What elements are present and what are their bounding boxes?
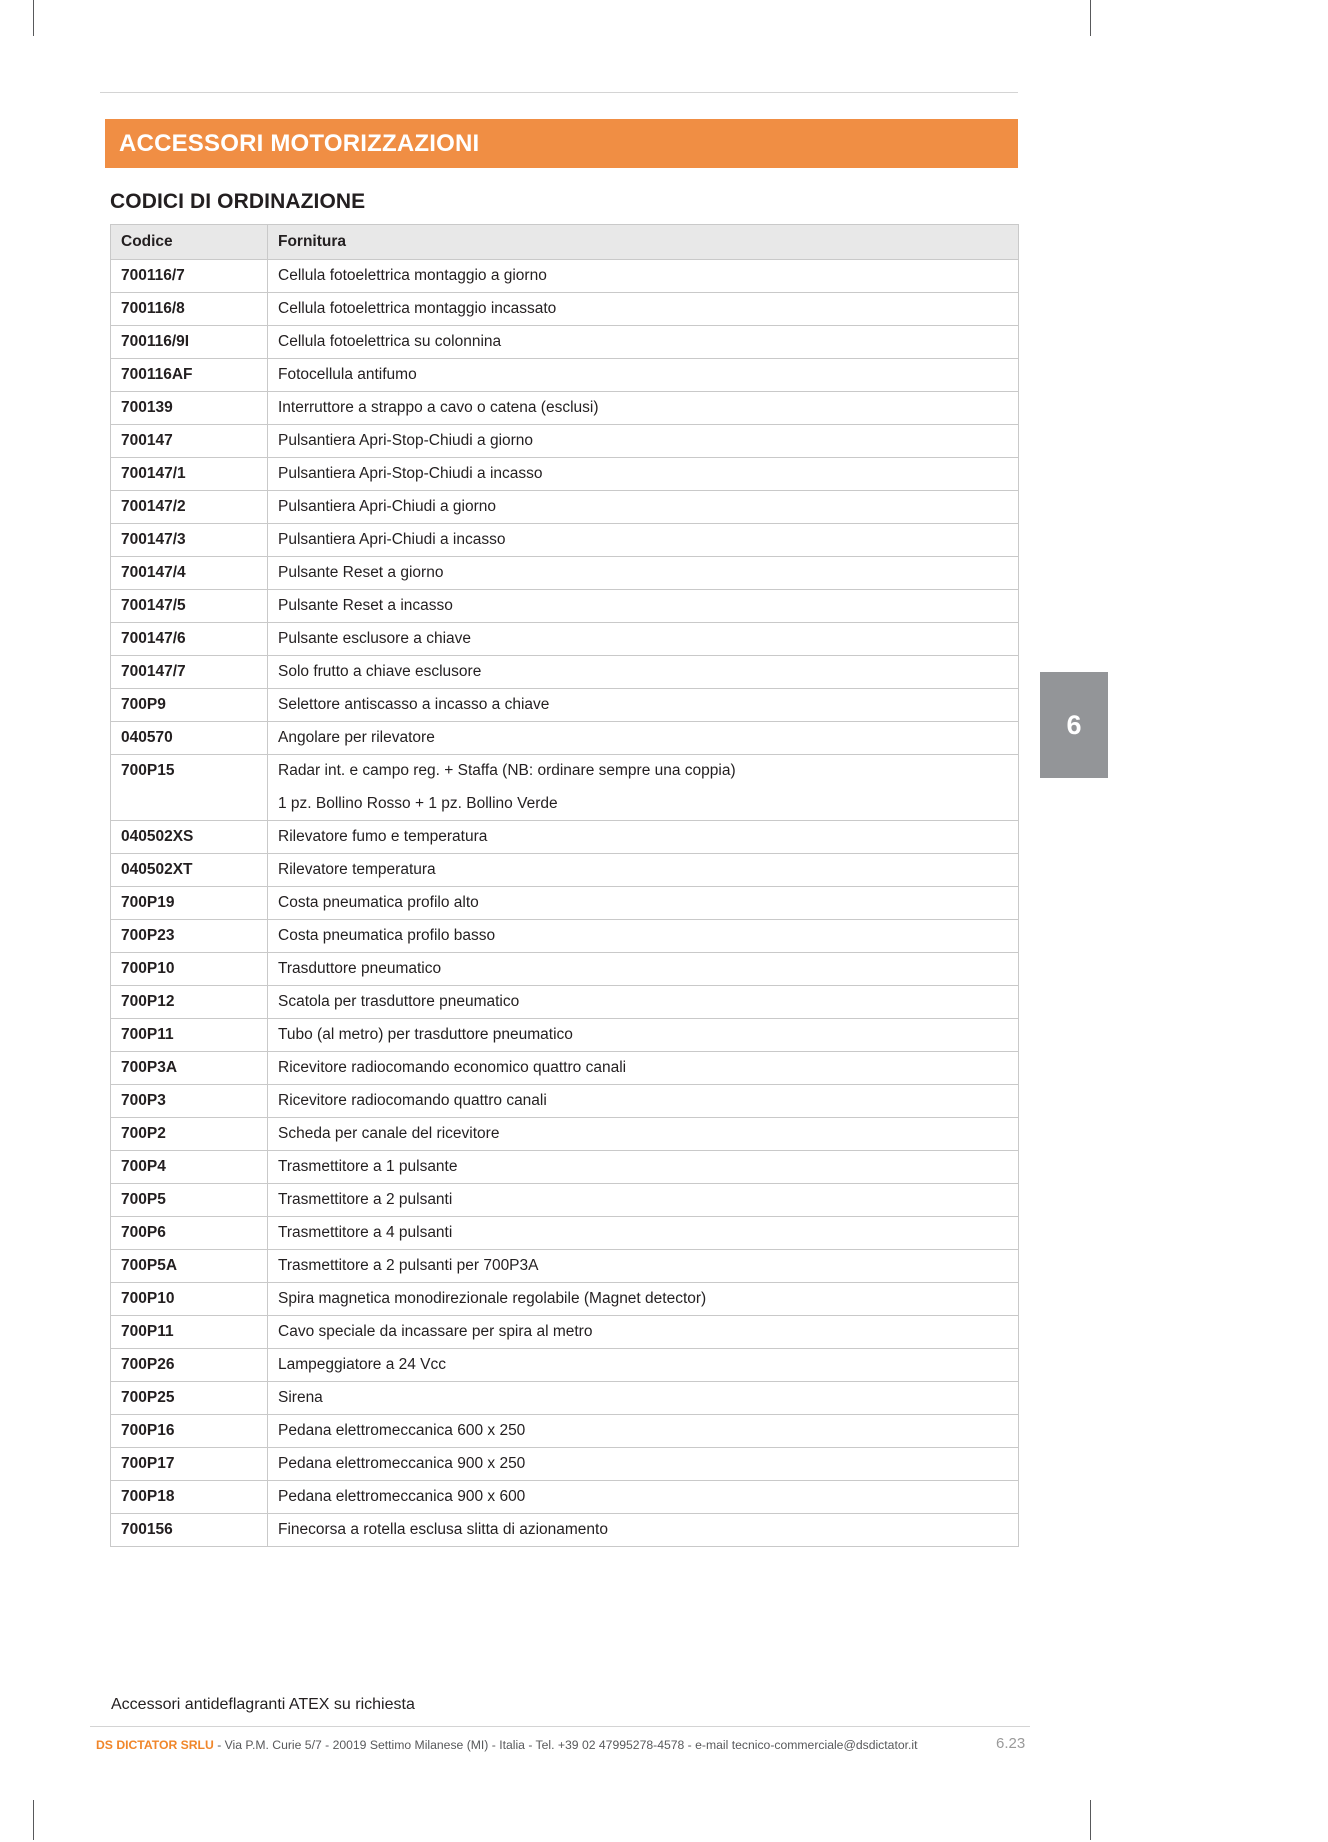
cell-supply: Solo frutto a chiave esclusore bbox=[268, 656, 1019, 689]
table-row bbox=[111, 1184, 1019, 1217]
cell-code: 700P10 bbox=[111, 953, 268, 986]
table-footnote: Accessori antideflagranti ATEX su richiesta bbox=[111, 1696, 415, 1713]
cell-code: 700P6 bbox=[111, 1217, 268, 1250]
table-row bbox=[111, 1316, 1019, 1349]
cell-code: 700P11 bbox=[111, 1316, 268, 1349]
cell-supply: Trasmettitore a 2 pulsanti bbox=[268, 1184, 1019, 1217]
table-row bbox=[111, 755, 1019, 821]
table-row bbox=[111, 1151, 1019, 1184]
cell-supply bbox=[268, 755, 1019, 821]
cell-supply: Cavo speciale da incassare per spira al metro bbox=[268, 1316, 1019, 1349]
cell-supply: Sirena bbox=[268, 1382, 1019, 1415]
cell-supply: Ricevitore radiocomando economico quattro canali bbox=[268, 1052, 1019, 1085]
cell-code: 700P15 bbox=[111, 755, 268, 821]
order-codes-table-container bbox=[110, 224, 1018, 1547]
table-row bbox=[111, 887, 1019, 920]
table-row bbox=[111, 1448, 1019, 1481]
cell-supply: Pulsante esclusore a chiave bbox=[268, 623, 1019, 656]
header-divider bbox=[100, 92, 1018, 93]
table-row bbox=[111, 656, 1019, 689]
table-row bbox=[111, 293, 1019, 326]
table-row bbox=[111, 953, 1019, 986]
cell-supply: Cellula fotoelettrica montaggio a giorno bbox=[268, 260, 1019, 293]
chapter-tab-number: 6 bbox=[1066, 709, 1082, 740]
cell-code: 700147/6 bbox=[111, 623, 268, 656]
table-row bbox=[111, 524, 1019, 557]
table-row bbox=[111, 458, 1019, 491]
cell-supply: Tubo (al metro) per trasduttore pneumatico bbox=[268, 1019, 1019, 1052]
table-row bbox=[111, 920, 1019, 953]
cell-code: 700P3A bbox=[111, 1052, 268, 1085]
cell-supply: Trasmettitore a 2 pulsanti per 700P3A bbox=[268, 1250, 1019, 1283]
cell-supply: Pulsantiera Apri-Stop-Chiudi a incasso bbox=[268, 458, 1019, 491]
cell-supply: Rilevatore fumo e temperatura bbox=[268, 821, 1019, 854]
table-row bbox=[111, 1085, 1019, 1118]
cell-supply: Fotocellula antifumo bbox=[268, 359, 1019, 392]
table-row bbox=[111, 1118, 1019, 1151]
cell-code: 700P18 bbox=[111, 1481, 268, 1514]
page-subtitle: CODICI DI ORDINAZIONE bbox=[110, 190, 366, 213]
table-row bbox=[111, 1019, 1019, 1052]
footer-page-number: 6.23 bbox=[996, 1735, 1026, 1752]
cell-code: 040502XS bbox=[111, 821, 268, 854]
section-title: ACCESSORI MOTORIZZAZIONI bbox=[119, 129, 480, 157]
order-codes-table bbox=[110, 224, 1019, 1547]
cell-supply: Trasduttore pneumatico bbox=[268, 953, 1019, 986]
cell-code: 040570 bbox=[111, 722, 268, 755]
cell-supply: Scatola per trasduttore pneumatico bbox=[268, 986, 1019, 1019]
cell-supply: Pulsantiera Apri-Stop-Chiudi a giorno bbox=[268, 425, 1019, 458]
table-row bbox=[111, 623, 1019, 656]
cell-supply: Costa pneumatica profilo basso bbox=[268, 920, 1019, 953]
column-header-supply: Fornitura bbox=[268, 225, 1019, 260]
table-row bbox=[111, 590, 1019, 623]
cell-supply: Lampeggiatore a 24 Vcc bbox=[268, 1349, 1019, 1382]
cell-code: 700P2 bbox=[111, 1118, 268, 1151]
table-row bbox=[111, 986, 1019, 1019]
cell-code: 700P17 bbox=[111, 1448, 268, 1481]
table-row bbox=[111, 425, 1019, 458]
cell-code: 700P11 bbox=[111, 1019, 268, 1052]
cell-supply: Pulsantiera Apri-Chiudi a incasso bbox=[268, 524, 1019, 557]
crop-mark-bottom-left bbox=[33, 1800, 34, 1840]
cell-code: 700P5 bbox=[111, 1184, 268, 1217]
table-row bbox=[111, 689, 1019, 722]
cell-supply: Trasmettitore a 4 pulsanti bbox=[268, 1217, 1019, 1250]
table-row bbox=[111, 1217, 1019, 1250]
cell-code: 700147 bbox=[111, 425, 268, 458]
cell-code: 700147/5 bbox=[111, 590, 268, 623]
cell-supply: Scheda per canale del ricevitore bbox=[268, 1118, 1019, 1151]
cell-code: 040502XT bbox=[111, 854, 268, 887]
cell-code: 700P9 bbox=[111, 689, 268, 722]
footer-company-name: DS DICTATOR SRLU bbox=[96, 1738, 214, 1752]
cell-code: 700147/4 bbox=[111, 557, 268, 590]
cell-code: 700P16 bbox=[111, 1415, 268, 1448]
cell-supply: Pulsante Reset a incasso bbox=[268, 590, 1019, 623]
cell-code: 700147/2 bbox=[111, 491, 268, 524]
table-row bbox=[111, 722, 1019, 755]
table-row bbox=[111, 491, 1019, 524]
cell-supply: Ricevitore radiocomando quattro canali bbox=[268, 1085, 1019, 1118]
table-header-row bbox=[111, 225, 1019, 260]
table-row bbox=[111, 1349, 1019, 1382]
cell-supply: Cellula fotoelettrica montaggio incassato bbox=[268, 293, 1019, 326]
table-row bbox=[111, 1415, 1019, 1448]
cell-code: 700P4 bbox=[111, 1151, 268, 1184]
table-row bbox=[111, 854, 1019, 887]
cell-code: 700147/1 bbox=[111, 458, 268, 491]
cell-supply: Rilevatore temperatura bbox=[268, 854, 1019, 887]
cell-code: 700147/7 bbox=[111, 656, 268, 689]
cell-code: 700156 bbox=[111, 1514, 268, 1547]
cell-code: 700P23 bbox=[111, 920, 268, 953]
crop-mark-top-right bbox=[1090, 0, 1091, 36]
table-row bbox=[111, 1382, 1019, 1415]
cell-code: 700116/9I bbox=[111, 326, 268, 359]
table-row bbox=[111, 1481, 1019, 1514]
table-row bbox=[111, 1052, 1019, 1085]
cell-supply: Trasmettitore a 1 pulsante bbox=[268, 1151, 1019, 1184]
page-footer bbox=[96, 1735, 1036, 1752]
cell-code: 700P26 bbox=[111, 1349, 268, 1382]
cell-supply-line-1: Radar int. e campo reg. + Staffa (NB: ordinare sempre una coppia) bbox=[278, 762, 736, 779]
cell-supply: Finecorsa a rotella esclusa slitta di azionamento bbox=[268, 1514, 1019, 1547]
cell-code: 700P5A bbox=[111, 1250, 268, 1283]
cell-code: 700P10 bbox=[111, 1283, 268, 1316]
footer-divider bbox=[90, 1726, 1030, 1727]
cell-supply: Angolare per rilevatore bbox=[268, 722, 1019, 755]
cell-supply: Selettore antiscasso a incasso a chiave bbox=[268, 689, 1019, 722]
chapter-tab bbox=[1040, 672, 1108, 778]
table-header bbox=[111, 225, 1019, 260]
table-row bbox=[111, 260, 1019, 293]
cell-code: 700147/3 bbox=[111, 524, 268, 557]
table-row bbox=[111, 326, 1019, 359]
cell-supply: Costa pneumatica profilo alto bbox=[268, 887, 1019, 920]
section-banner bbox=[105, 119, 1018, 168]
crop-mark-top-left bbox=[33, 0, 34, 36]
cell-supply: Cellula fotoelettrica su colonnina bbox=[268, 326, 1019, 359]
table-row bbox=[111, 557, 1019, 590]
cell-code: 700116/8 bbox=[111, 293, 268, 326]
cell-supply: Pedana elettromeccanica 900 x 250 bbox=[268, 1448, 1019, 1481]
table-row bbox=[111, 1514, 1019, 1547]
table-row bbox=[111, 1250, 1019, 1283]
cell-supply: Spira magnetica monodirezionale regolabile (Magnet detector) bbox=[268, 1283, 1019, 1316]
cell-code: 700116/7 bbox=[111, 260, 268, 293]
cell-supply: Pedana elettromeccanica 900 x 600 bbox=[268, 1481, 1019, 1514]
table-row bbox=[111, 1283, 1019, 1316]
table-body bbox=[111, 260, 1019, 1547]
column-header-code: Codice bbox=[111, 225, 268, 260]
cell-supply: Pulsante Reset a giorno bbox=[268, 557, 1019, 590]
cell-code: 700116AF bbox=[111, 359, 268, 392]
cell-code: 700P19 bbox=[111, 887, 268, 920]
cell-supply-line-2: 1 pz. Bollino Rosso + 1 pz. Bollino Verde bbox=[278, 795, 558, 812]
table-row bbox=[111, 821, 1019, 854]
cell-code: 700139 bbox=[111, 392, 268, 425]
cell-supply: Pedana elettromeccanica 600 x 250 bbox=[268, 1415, 1019, 1448]
cell-code: 700P3 bbox=[111, 1085, 268, 1118]
crop-mark-bottom-right bbox=[1090, 1800, 1091, 1840]
cell-code: 700P12 bbox=[111, 986, 268, 1019]
cell-code: 700P25 bbox=[111, 1382, 268, 1415]
table-row bbox=[111, 392, 1019, 425]
footer-contact-details: - Via P.M. Curie 5/7 - 20019 Settimo Milanese (MI) - Italia - Tel. +39 02 47995278-4578 - e-mail tecnico-commerciale@dsdictator.it bbox=[213, 1738, 918, 1752]
cell-supply: Interruttore a strappo a cavo o catena (esclusi) bbox=[268, 392, 1019, 425]
table-row bbox=[111, 359, 1019, 392]
cell-supply: Pulsantiera Apri-Chiudi a giorno bbox=[268, 491, 1019, 524]
